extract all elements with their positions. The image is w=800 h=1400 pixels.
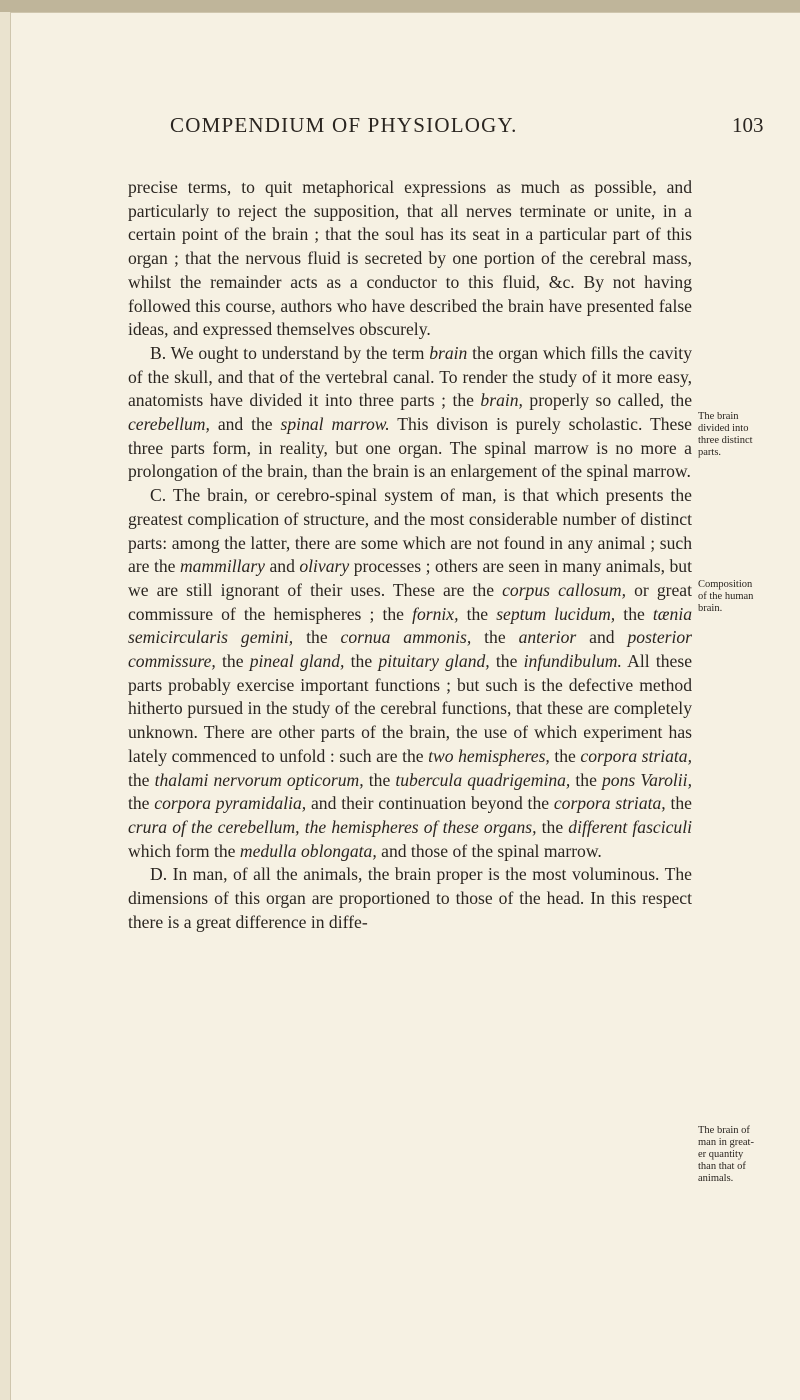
paragraph-continued: precise terms, to quit metaphorical expressions as much as possible, and particularly to reject the supposition, that all nerves terminate or unite, in a certain point of the brain ; that the soul has its seat in a particular part of this organ ; that the nervous fluid is secreted by one portion of the cerebral mass, whilst the remainder acts as a conductor to this fluid, &c. By not having followed this course, authors who have described the brain have presented false ideas, and expressed themselves obscurely.	[128, 177, 692, 340]
paragraph-d: D. In man, of all the animals, the brain proper is the most voluminous. The dimensions of this organ are proportioned to those of the head. In this respect there is a great difference in diffe-	[128, 864, 692, 932]
margin-note-brain-divided: The brain divided into three distinct parts.	[698, 411, 753, 458]
page-number: 103	[732, 113, 764, 137]
paragraph-c: C. The brain, or cerebro-spinal system of man, is that which presents the greatest complication of structure, and the most considerable number of distinct parts: among the latter, there are some which are not found in any animal ; such are the mammillary and olivary processes ; others are seen in many animals, but we are still ignorant of their uses. These are the corpus callosum, or great commissure of the hemispheres ; the fornix, the septum lucidum, the tænia semicircularis gemini, the cornua ammonis, the anterior and posterior commissure, the pineal gland, the pituitary gland, the infundibulum. All these parts probably exercise important functions ; but such is the defective method hitherto pursued in the study of the cerebral functions, that these are completely unknown. There are other parts of the brain, the use of which experiment has lately commenced to unfold : such are the two hemispheres, the corpora striata, the thalami nervorum opticorum, the tubercula quadrigemina, the pons Varolii, the corpora pyramidalia, and their continuation beyond the corpora striata, the crura of the cerebellum, the hemispheres of these organs, the different fasciculi which form the medulla oblongata, and those of the spinal marrow.	[128, 485, 693, 861]
running-title: COMPENDIUM OF PHYSIOLOGY.	[170, 113, 518, 137]
page-header	[0, 113, 800, 143]
margin-note-composition: Composition of the human brain.	[698, 579, 754, 614]
page-edge	[0, 0, 800, 12]
body-text	[128, 176, 692, 935]
paragraph-b: B. We ought to understand by the term brain the organ which fills the cavity of the skull, and that of the vertebral canal. To render the study of it more easy, anatomists have divided it into three parts ; the brain, properly so called, the cerebellum, and the spinal marrow. This divison is purely scholastic. These three parts form, in reality, but one organ. The spinal marrow is no more a prolongation of the brain, than the brain is an enlargement of the spinal marrow.	[128, 342, 692, 482]
margin-note-brain-of-man: The brain of man in great- er quantity than that of animals.	[698, 1125, 754, 1184]
